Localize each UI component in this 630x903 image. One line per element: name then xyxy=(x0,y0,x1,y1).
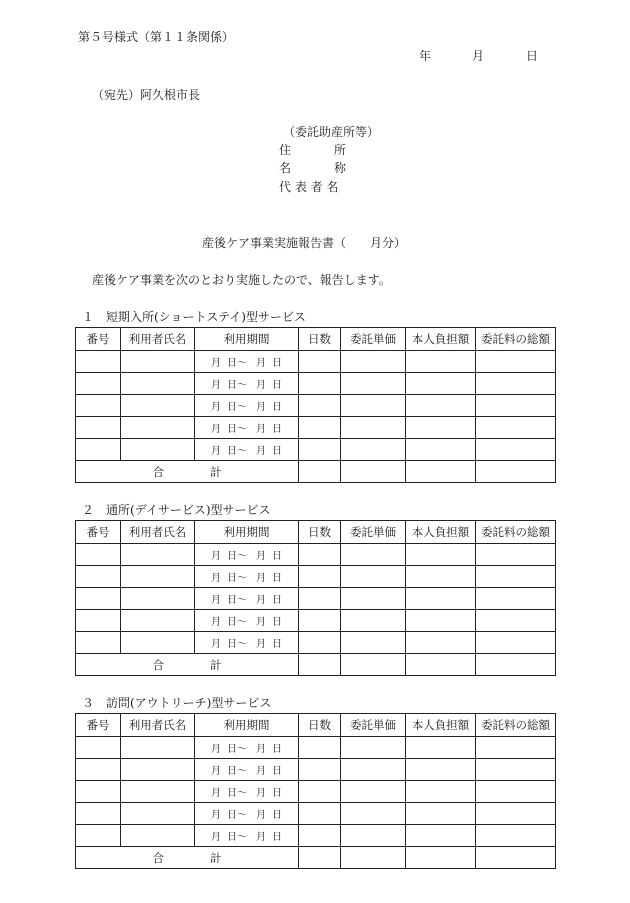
table-header-row xyxy=(76,328,556,351)
entry-cell[interactable] xyxy=(76,632,121,654)
column-header: 委託単価 xyxy=(341,521,406,544)
entry-cell[interactable] xyxy=(121,781,195,803)
table-row xyxy=(76,781,556,803)
period-text: 月 xyxy=(211,766,221,777)
entry-cell[interactable] xyxy=(406,825,476,847)
column-header: 番号 xyxy=(76,714,121,737)
entry-cell[interactable] xyxy=(476,395,556,417)
period-text: 日～ xyxy=(227,573,247,584)
entry-cell[interactable] xyxy=(341,737,406,759)
entry-cell[interactable] xyxy=(76,566,121,588)
total-label-a: 合 xyxy=(152,464,164,479)
period-text: 月 xyxy=(256,639,266,650)
entry-cell[interactable] xyxy=(121,395,195,417)
service-table-short-stay xyxy=(75,327,556,483)
entry-cell[interactable] xyxy=(76,439,121,461)
entry-cell[interactable] xyxy=(76,373,121,395)
table-row xyxy=(76,825,556,847)
period-text: 日 xyxy=(272,446,282,457)
table-row xyxy=(76,759,556,781)
period-text: 月 xyxy=(256,617,266,628)
entry-cell[interactable] xyxy=(76,610,121,632)
period-text: 月 xyxy=(256,595,266,606)
column-header: 利用者氏名 xyxy=(121,521,195,544)
column-header: 本人負担額 xyxy=(406,521,476,544)
date-day-label: 日 xyxy=(526,49,539,63)
entry-cell[interactable] xyxy=(76,781,121,803)
period-text: 日 xyxy=(272,639,282,650)
total-value-cell[interactable] xyxy=(341,654,406,676)
period-text: 日 xyxy=(272,595,282,606)
entry-cell[interactable] xyxy=(476,632,556,654)
total-value-cell[interactable] xyxy=(476,654,556,676)
period-text: 月 xyxy=(256,788,266,799)
service-table-day-service xyxy=(75,520,556,676)
entry-cell[interactable] xyxy=(121,373,195,395)
usage-period-cell[interactable] xyxy=(195,737,299,759)
entry-cell[interactable] xyxy=(476,610,556,632)
period-text: 日 xyxy=(272,424,282,435)
address-label-2: 所 xyxy=(334,143,347,157)
entry-cell[interactable] xyxy=(76,417,121,439)
usage-period-cell[interactable] xyxy=(195,417,299,439)
period-text: 日～ xyxy=(227,810,247,821)
column-header: 利用期間 xyxy=(195,521,299,544)
entry-cell[interactable] xyxy=(476,566,556,588)
period-text: 日～ xyxy=(227,595,247,606)
period-text: 日 xyxy=(272,810,282,821)
entry-cell[interactable] xyxy=(76,759,121,781)
period-text: 日 xyxy=(272,617,282,628)
date-year-label: 年 xyxy=(419,49,432,63)
entry-cell[interactable] xyxy=(341,417,406,439)
entry-cell[interactable] xyxy=(121,803,195,825)
entry-cell[interactable] xyxy=(341,566,406,588)
total-label-cell xyxy=(76,654,299,676)
usage-period-cell[interactable] xyxy=(195,759,299,781)
column-header: 委託単価 xyxy=(341,328,406,351)
period-text: 月 xyxy=(256,446,266,457)
entry-cell[interactable] xyxy=(341,781,406,803)
entry-cell[interactable] xyxy=(299,825,341,847)
column-header: 利用者氏名 xyxy=(121,714,195,737)
entry-cell[interactable] xyxy=(406,351,476,373)
period-text: 日～ xyxy=(227,788,247,799)
address-label-1: 住 xyxy=(279,143,292,157)
entry-cell[interactable] xyxy=(341,588,406,610)
total-value-cell[interactable] xyxy=(299,461,341,483)
total-label-a: 合 xyxy=(152,657,164,672)
period-text: 日～ xyxy=(227,617,247,628)
entry-cell[interactable] xyxy=(76,803,121,825)
column-header: 委託料の総額 xyxy=(476,714,556,737)
entry-cell[interactable] xyxy=(341,395,406,417)
period-text: 日～ xyxy=(227,380,247,391)
usage-period-cell[interactable] xyxy=(195,825,299,847)
total-row xyxy=(76,654,556,676)
usage-period-cell[interactable] xyxy=(195,439,299,461)
period-text: 月 xyxy=(211,744,221,755)
total-value-cell[interactable] xyxy=(406,461,476,483)
entry-cell[interactable] xyxy=(299,781,341,803)
table-row xyxy=(76,351,556,373)
table-body xyxy=(76,714,556,869)
period-text: 月 xyxy=(256,832,266,843)
period-text: 日 xyxy=(272,573,282,584)
entry-cell[interactable] xyxy=(476,825,556,847)
period-text: 日～ xyxy=(227,832,247,843)
table-header-row xyxy=(76,521,556,544)
date-month-label: 月 xyxy=(472,49,485,63)
entry-cell[interactable] xyxy=(121,737,195,759)
entry-cell[interactable] xyxy=(406,417,476,439)
column-header: 本人負担額 xyxy=(406,714,476,737)
usage-period-cell[interactable] xyxy=(195,632,299,654)
entry-cell[interactable] xyxy=(299,588,341,610)
period-text: 日～ xyxy=(227,424,247,435)
column-header: 委託単価 xyxy=(341,714,406,737)
usage-period-cell[interactable] xyxy=(195,803,299,825)
period-text: 月 xyxy=(256,744,266,755)
entry-cell[interactable] xyxy=(299,373,341,395)
total-value-cell[interactable] xyxy=(341,847,406,869)
entry-cell[interactable] xyxy=(406,610,476,632)
total-value-cell[interactable] xyxy=(406,847,476,869)
column-header: 番号 xyxy=(76,328,121,351)
entry-cell[interactable] xyxy=(476,373,556,395)
period-text: 月 xyxy=(256,810,266,821)
period-text: 日～ xyxy=(227,551,247,562)
column-header: 利用期間 xyxy=(195,714,299,737)
entry-cell[interactable] xyxy=(299,737,341,759)
period-text: 日 xyxy=(272,744,282,755)
period-text: 日～ xyxy=(227,358,247,369)
entry-cell[interactable] xyxy=(341,825,406,847)
entry-cell[interactable] xyxy=(76,825,121,847)
table-body xyxy=(76,328,556,483)
total-value-cell[interactable] xyxy=(299,847,341,869)
form-number: 第５号様式（第１１条関係） xyxy=(78,30,235,44)
table-row xyxy=(76,632,556,654)
period-text: 月 xyxy=(211,402,221,413)
period-text: 月 xyxy=(256,380,266,391)
entry-cell[interactable] xyxy=(406,737,476,759)
entry-cell[interactable] xyxy=(121,544,195,566)
entry-cell[interactable] xyxy=(476,417,556,439)
entry-cell[interactable] xyxy=(76,351,121,373)
entry-cell[interactable] xyxy=(121,351,195,373)
column-header: 委託料の総額 xyxy=(476,328,556,351)
usage-period-cell[interactable] xyxy=(195,781,299,803)
period-text: 日～ xyxy=(227,446,247,457)
entry-cell[interactable] xyxy=(299,566,341,588)
period-text: 日 xyxy=(272,832,282,843)
period-text: 月 xyxy=(256,424,266,435)
period-text: 月 xyxy=(211,380,221,391)
period-text: 月 xyxy=(256,551,266,562)
entry-cell[interactable] xyxy=(76,588,121,610)
period-text: 月 xyxy=(211,617,221,628)
entry-cell[interactable] xyxy=(476,759,556,781)
period-text: 月 xyxy=(211,595,221,606)
column-header: 日数 xyxy=(299,521,341,544)
entry-cell[interactable] xyxy=(76,544,121,566)
entry-cell[interactable] xyxy=(341,544,406,566)
entry-cell[interactable] xyxy=(121,588,195,610)
usage-period-cell[interactable] xyxy=(195,351,299,373)
total-label-b: 計 xyxy=(210,657,222,672)
entry-cell[interactable] xyxy=(341,803,406,825)
entry-cell[interactable] xyxy=(406,439,476,461)
total-label-b: 計 xyxy=(210,850,222,865)
column-header: 日数 xyxy=(299,328,341,351)
entry-cell[interactable] xyxy=(341,632,406,654)
entry-cell[interactable] xyxy=(406,566,476,588)
total-row xyxy=(76,461,556,483)
table-row xyxy=(76,544,556,566)
representative-label: 代 表 者 名 xyxy=(279,180,339,194)
period-text: 月 xyxy=(211,358,221,369)
entry-cell[interactable] xyxy=(299,395,341,417)
total-value-cell[interactable] xyxy=(476,847,556,869)
period-text: 月 xyxy=(256,358,266,369)
entry-cell[interactable] xyxy=(299,759,341,781)
column-header: 日数 xyxy=(299,714,341,737)
entry-cell[interactable] xyxy=(406,395,476,417)
table-row xyxy=(76,395,556,417)
entry-cell[interactable] xyxy=(121,566,195,588)
entry-cell[interactable] xyxy=(121,417,195,439)
section-1-title: １ 短期入所(ショートステイ)型サービス xyxy=(82,310,306,324)
entry-cell[interactable] xyxy=(406,759,476,781)
entry-cell[interactable] xyxy=(406,781,476,803)
entry-cell[interactable] xyxy=(406,373,476,395)
entry-cell[interactable] xyxy=(476,588,556,610)
table-row xyxy=(76,566,556,588)
entry-cell[interactable] xyxy=(476,781,556,803)
total-label-b: 計 xyxy=(210,464,222,479)
usage-period-cell[interactable] xyxy=(195,610,299,632)
entry-cell[interactable] xyxy=(406,544,476,566)
name-label-2: 称 xyxy=(334,161,347,175)
entry-cell[interactable] xyxy=(476,351,556,373)
period-text: 月 xyxy=(211,639,221,650)
total-value-cell[interactable] xyxy=(406,654,476,676)
service-table-outreach xyxy=(75,713,556,869)
column-header: 利用者氏名 xyxy=(121,328,195,351)
entry-cell[interactable] xyxy=(406,803,476,825)
table-row xyxy=(76,610,556,632)
section-2-title: ２ 通所(デイサービス)型サービス xyxy=(82,503,271,517)
period-text: 月 xyxy=(211,551,221,562)
table-row xyxy=(76,737,556,759)
entry-cell[interactable] xyxy=(299,439,341,461)
usage-period-cell[interactable] xyxy=(195,395,299,417)
column-header: 番号 xyxy=(76,521,121,544)
total-row xyxy=(76,847,556,869)
period-text: 月 xyxy=(256,573,266,584)
period-text: 月 xyxy=(211,832,221,843)
period-text: 月 xyxy=(256,402,266,413)
entry-cell[interactable] xyxy=(121,610,195,632)
entry-cell[interactable] xyxy=(76,737,121,759)
entry-cell[interactable] xyxy=(121,632,195,654)
table-row xyxy=(76,588,556,610)
entry-cell[interactable] xyxy=(299,610,341,632)
total-value-cell[interactable] xyxy=(299,654,341,676)
document-title: 産後ケア事業実施報告書（ 月分） xyxy=(202,236,407,250)
period-text: 月 xyxy=(211,810,221,821)
column-header: 利用期間 xyxy=(195,328,299,351)
period-text: 日～ xyxy=(227,639,247,650)
entry-cell[interactable] xyxy=(341,373,406,395)
intro-text: 産後ケア事業を次のとおり実施したので、報告します。 xyxy=(92,273,391,287)
period-text: 日～ xyxy=(227,402,247,413)
period-text: 日 xyxy=(272,788,282,799)
total-label-a: 合 xyxy=(152,850,164,865)
entry-cell[interactable] xyxy=(406,588,476,610)
section-3-title: ３ 訪問(アウトリーチ)型サービス xyxy=(82,696,272,710)
usage-period-cell[interactable] xyxy=(195,588,299,610)
addressee: （宛先）阿久根市長 xyxy=(92,88,201,102)
name-label-1: 名 xyxy=(279,161,292,175)
table-row xyxy=(76,803,556,825)
period-text: 月 xyxy=(256,766,266,777)
period-text: 月 xyxy=(211,788,221,799)
period-text: 月 xyxy=(211,424,221,435)
table-body xyxy=(76,521,556,676)
entry-cell[interactable] xyxy=(341,439,406,461)
table-header-row xyxy=(76,714,556,737)
table-row xyxy=(76,417,556,439)
period-text: 日 xyxy=(272,402,282,413)
period-text: 日 xyxy=(272,551,282,562)
table-row xyxy=(76,373,556,395)
table-row xyxy=(76,439,556,461)
usage-period-cell[interactable] xyxy=(195,566,299,588)
column-header: 本人負担額 xyxy=(406,328,476,351)
entry-cell[interactable] xyxy=(406,632,476,654)
entry-cell[interactable] xyxy=(341,759,406,781)
usage-period-cell[interactable] xyxy=(195,544,299,566)
entry-cell[interactable] xyxy=(299,544,341,566)
total-value-cell[interactable] xyxy=(341,461,406,483)
entry-cell[interactable] xyxy=(341,351,406,373)
period-text: 日～ xyxy=(227,744,247,755)
total-label-cell xyxy=(76,461,299,483)
entry-cell[interactable] xyxy=(121,439,195,461)
total-value-cell[interactable] xyxy=(476,461,556,483)
entry-cell[interactable] xyxy=(341,610,406,632)
entry-cell[interactable] xyxy=(476,803,556,825)
period-text: 日 xyxy=(272,766,282,777)
entry-cell[interactable] xyxy=(299,632,341,654)
period-text: 月 xyxy=(211,573,221,584)
period-text: 日～ xyxy=(227,766,247,777)
period-text: 日 xyxy=(272,380,282,391)
entry-cell[interactable] xyxy=(476,737,556,759)
entry-cell[interactable] xyxy=(76,395,121,417)
entry-cell[interactable] xyxy=(476,544,556,566)
sender-org-label: （委託助産所等） xyxy=(283,125,380,139)
entry-cell[interactable] xyxy=(476,439,556,461)
period-text: 月 xyxy=(211,446,221,457)
entry-cell[interactable] xyxy=(121,825,195,847)
entry-cell[interactable] xyxy=(299,417,341,439)
entry-cell[interactable] xyxy=(121,759,195,781)
entry-cell[interactable] xyxy=(299,351,341,373)
total-label-cell xyxy=(76,847,299,869)
usage-period-cell[interactable] xyxy=(195,373,299,395)
period-text: 日 xyxy=(272,358,282,369)
entry-cell[interactable] xyxy=(299,803,341,825)
column-header: 委託料の総額 xyxy=(476,521,556,544)
